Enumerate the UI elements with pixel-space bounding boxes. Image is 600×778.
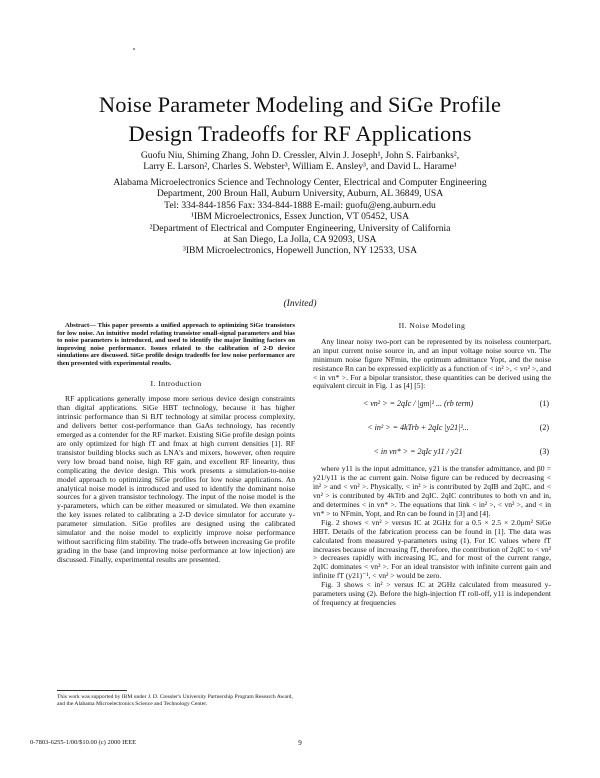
footnote: This work was supported by IBM under J. D. Cressler's University Partnership Program Research Award, and the Alabama Microelectronics Science and Technology Center. <box>57 694 293 707</box>
noise-paragraph: where y11 is the input admittance, y21 is the transfer admittance, and β0 = y21/y11 is the ac current gain. Noise figure can be reduced by decreasing < in² > and < vn² >. Physically, < in² > is contributed by 2qIB and 2qIC, and < vn² > is contributed by 4kTrb and 2qIC. 2qIC contributes to both vn and in, and determines < in vn* >. The equations that link < in² >, < vn² >, and < in vn* > to NFmin, Yopt, and Rn can be found in [3] and [4]. <box>313 464 551 518</box>
equation-expression: < vn² > = 2qIc / |gm|² ... (rb term) <box>362 399 474 409</box>
copyright-footer: 0-7803-6255-1/00/$10.00 (c) 2000 IEEE <box>30 739 137 746</box>
right-column <box>313 322 551 608</box>
author-line: Guofu Niu, Shiming Zhang, John D. Cressler, Alvin J. Joseph¹, John S. Fairbanks², <box>140 150 460 161</box>
affiliation-line: Department, 200 Broun Hall, Auburn University, Auburn, AL 36849, USA <box>156 188 444 200</box>
introduction-paragraph: RF applications generally impose more serious device design constraints than digital applications. SiGe HBT technology, because it has higher intrinsic performance than Si BJT technology at similar process complexity, and delivers better cost-performance than GaAs technology, has recently emerged as a contender for the RF market. Existing SiGe profile design points are only optimized for high fT and fmax at high current densities [1]. RF transistor building blocks such as LNA's and mixers, however, often require very low broad band noise, high RF gain, and excellent RF linearity, thus complicating the device design. This work presents a simulation-to-noise model approach to optimizing SiGe profiles for low noise applications. An analytical noise model is introduced and used to identify the dominant noise sources for a given transistor technology. The input of the noise model is the y-parameters, which can be either measured or simulated. We then examine the key issues related to calibrating a 2-D device simulator for accurate y-parameter simulation. SiGe profiles are designed using the calibrated simulator and the noise model to explicitly improve noise performance without sacrificing film stability. The trade-offs between increasing Ge profile grading in the base (and improving noise performance at low injection) are discussed. Finally, experimental results are presented. <box>57 394 295 564</box>
abstract: Abstract— This paper presents a unified approach to optimizing SiGe transistors for low noise. An intuitive model relating transistor small-signal parameters and bias to noise parameters is introduced, and used to identify the major limiting factors on improving noise performance. Issues related to the calibration of 2-D device simulations are discussed. SiGe profile design tradeoffs for low noise performance are then presented with experimental results. <box>57 322 295 367</box>
equation-expression: < in vn* > = 2qIc y11 / y21 <box>373 447 463 457</box>
affiliation-line: at San Diego, La Jolla, CA 92093, USA <box>223 234 377 246</box>
affiliation-line: Alabama Microelectronics Science and Technology Center, Electrical and Computer Engineering <box>113 177 487 188</box>
title-line: Noise Parameter Modeling and SiGe Profile <box>98 92 502 117</box>
author-list <box>60 150 540 173</box>
equation-number: (1) <box>539 399 549 409</box>
equation-expression: < in² > = 4kTrb + 2qIc |y21|²... <box>367 423 469 433</box>
title-line: Design Tradeoffs for RF Applications <box>128 121 472 146</box>
invited-label: (Invited) <box>283 298 317 309</box>
left-column <box>57 322 295 565</box>
noise-paragraph: Fig. 2 shows < vn² > versus IC at 2GHz for a 0.5 × 2.5 × 2.0μm² SiGe HBT. Details of the fabrication process can be found in [1]. The data was calculated from measured y-parameters using (1). For IC values where fT increases because of increasing fT, therefore, the contribution of 2qIC to < vn² > decreases rapidly with increasing IC, and for most of the current range, 2qIC dominates < vn² >. For an ideal transistor with infinite current gain and infinite fT (y21)⁻¹, < vn² > would be zero. <box>313 517 551 581</box>
contact-line: Tel: 334-844-1856 Fax: 334-844-1888 E-mail: guofu@eng.auburn.edu <box>164 199 436 211</box>
noise-paragraph: Any linear noisy two-port can be represented by its noiseless counterpart, an input current noise source in, and an input voltage noise source vn. The minimum noise figure NFmin, the optimum admittance Yopt, and the noise resistance Rn can be expressed explicitly as a function of < in² >, < vn² >, and < in vn* >. For a bipolar transistor, these quantities can be derived using the equivalent circuit in Fig. 1 as [4] [5]: <box>313 336 551 391</box>
affiliations <box>40 177 560 257</box>
affiliation-line: ³IBM Microelectronics, Hopewell Junction, NY 12533, USA <box>182 245 418 257</box>
section-heading-noise-modeling: II. Noise Modeling <box>398 321 466 330</box>
equation-2 <box>313 417 551 439</box>
equation-1 <box>313 393 551 415</box>
footnote-rule <box>57 690 127 691</box>
page-number: 9 <box>298 739 302 747</box>
affiliation-line: ¹IBM Microelectronics, Essex Junction, VT 05452, USA <box>190 211 410 223</box>
equation-3 <box>313 441 551 463</box>
author-line: Larry E. Larson², Charles S. Webster³, William E. Ansley³, and David L. Harame¹ <box>143 161 457 173</box>
affiliation-line: ²Department of Electrical and Computer Engineering, University of California <box>149 222 451 234</box>
scan-speck <box>133 48 135 50</box>
noise-paragraph: Fig. 3 shows < in² > versus IC at 2GHz calculated from measured y-parameters using (2). Before the high-injection fT roll-off, y11 is independent of frequency at frequencies <box>313 580 551 607</box>
paper-title <box>40 90 560 148</box>
section-heading-introduction: I. Introduction <box>150 378 202 388</box>
equation-number: (2) <box>539 423 549 433</box>
equation-number: (3) <box>539 447 549 457</box>
